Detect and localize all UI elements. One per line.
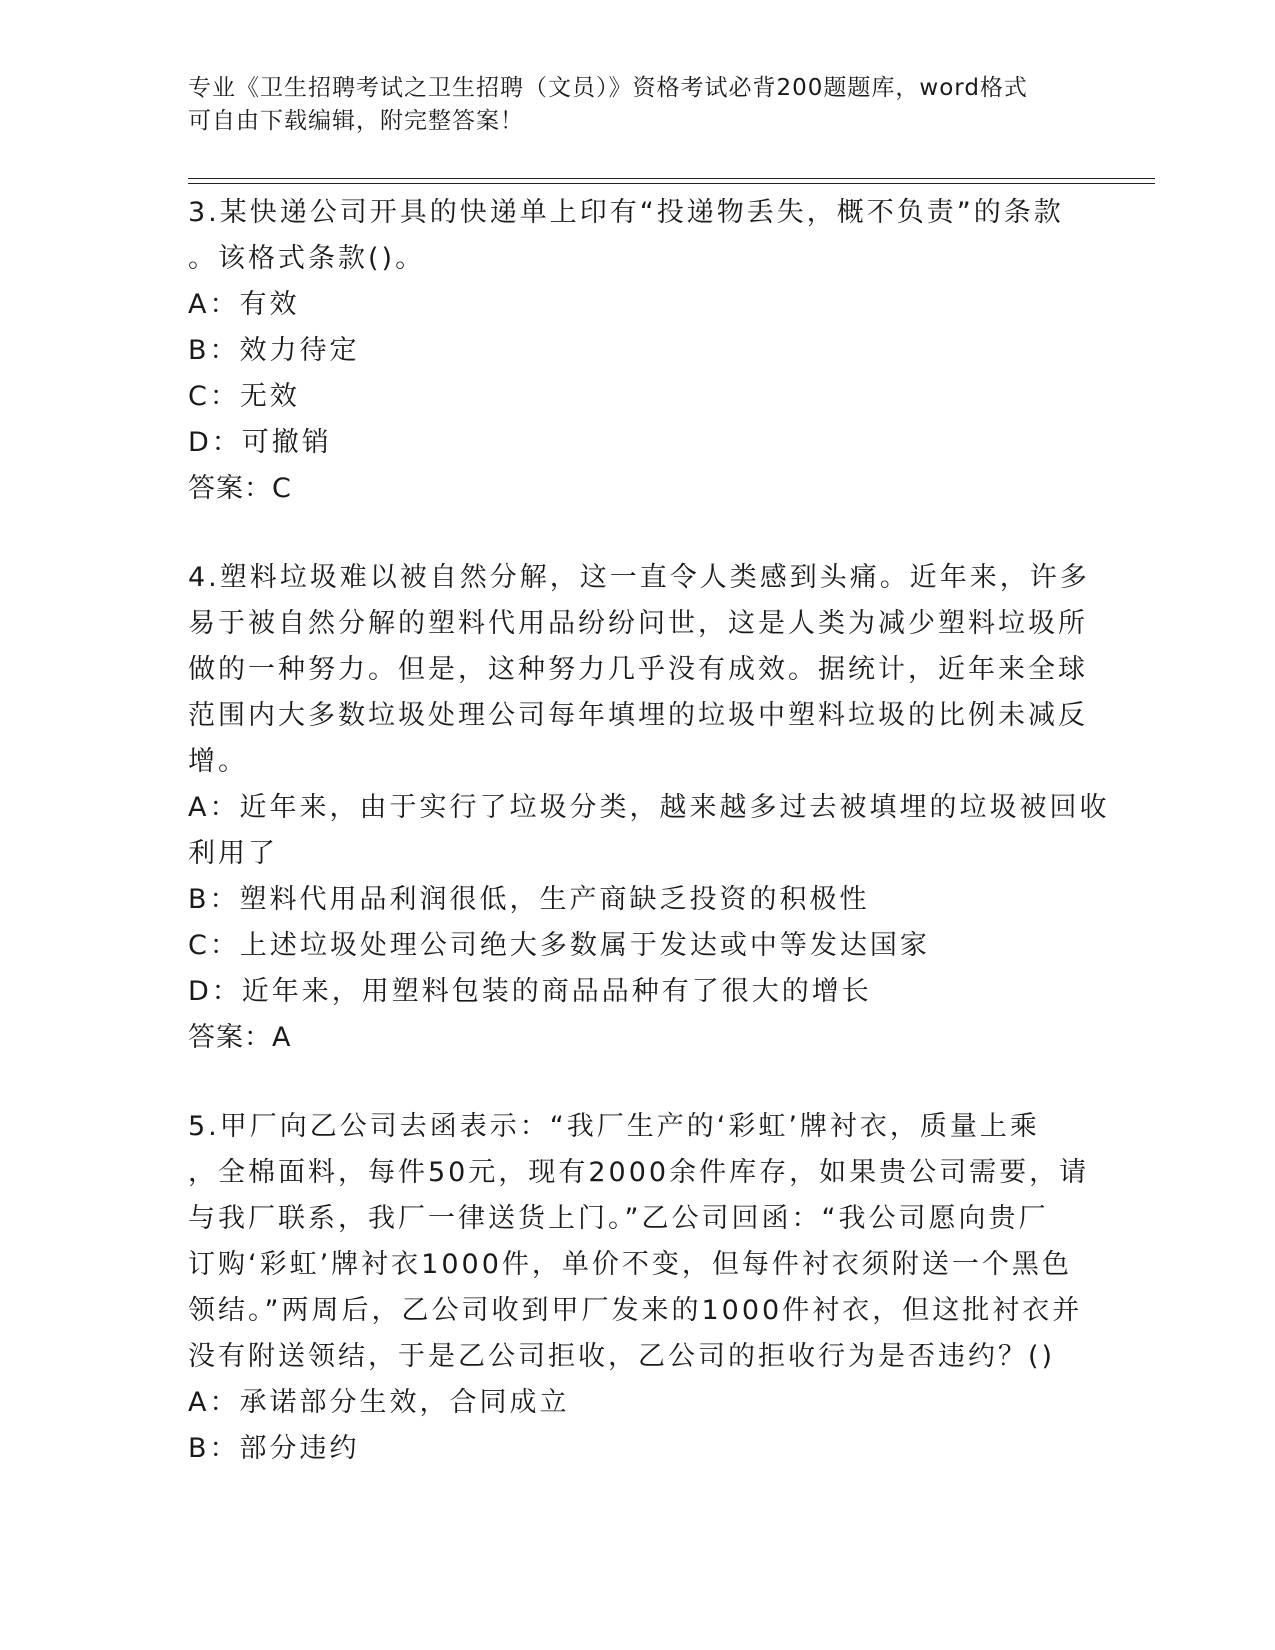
question-text-line: ，全棉面料，每件50元，现有2000余件库存，如果贵公司需要，请 xyxy=(188,1157,1090,1188)
header-divider-top xyxy=(188,178,1155,179)
option-b: B：效力待定 xyxy=(188,335,360,366)
header-title-line-1: 专业《卫生招聘考试之卫生招聘（文员）》资格考试必背200题题库，word格式 xyxy=(188,75,1028,101)
option-b: B：部分违约 xyxy=(188,1433,360,1464)
question-text-line: 易于被自然分解的塑料代用品纷纷问世，这是人类为减少塑料垃圾所 xyxy=(188,608,1088,639)
option-a-continued: 利用了 xyxy=(188,838,278,869)
question-text-line: 领结。”两周后，乙公司收到甲厂发来的1000件衬衣，但这批衬衣并 xyxy=(188,1295,1083,1326)
question-5 xyxy=(188,1104,1088,1472)
option-a: A：承诺部分生效，合同成立 xyxy=(188,1387,570,1418)
question-text-line: 3.某快递公司开具的快递单上印有“投递物丢失，概不负责”的条款 xyxy=(188,197,1064,228)
question-text-line: 5.甲厂向乙公司去函表示：“我厂生产的‘彩虹’牌衬衣，质量上乘 xyxy=(188,1111,1040,1142)
question-text-line: 没有附送领结，于是乙公司拒收，乙公司的拒收行为是否违约？() xyxy=(188,1341,1056,1372)
answer: 答案：A xyxy=(188,1022,292,1053)
question-text-line: 范围内大多数垃圾处理公司每年填埋的垃圾中塑料垃圾的比例未减反 xyxy=(188,700,1088,731)
question-3 xyxy=(188,190,1088,512)
question-text-line: 做的一种努力。但是，这种努力几乎没有成效。据统计，近年来全球 xyxy=(188,654,1088,685)
option-c: C：无效 xyxy=(188,381,300,412)
document-header xyxy=(188,72,1068,138)
question-text-line: 4.塑料垃圾难以被自然分解，这一直令人类感到头痛。近年来，许多 xyxy=(188,562,1090,593)
option-d: D：近年来，用塑料包装的商品品种有了很大的增长 xyxy=(188,976,872,1007)
question-4 xyxy=(188,555,1110,1061)
option-d: D：可撤销 xyxy=(188,427,332,458)
option-a: A：近年来，由于实行了垃圾分类，越来越多过去被填埋的垃圾被回收 xyxy=(188,792,1110,823)
header-title-line-2: 可自由下载编辑，附完整答案！ xyxy=(188,108,524,134)
option-b: B：塑料代用品利润很低，生产商缺乏投资的积极性 xyxy=(188,884,870,915)
question-text-line: 增。 xyxy=(188,746,248,777)
option-a: A：有效 xyxy=(188,289,300,320)
question-text-line: 订购‘彩虹’牌衬衣1000件，单价不变，但每件衬衣须附送一个黑色 xyxy=(188,1249,1072,1280)
answer: 答案：C xyxy=(188,473,292,504)
question-text-line: 与我厂联系，我厂一律送货上门。”乙公司回函：“我公司愿向贵厂 xyxy=(188,1203,1049,1234)
option-c: C：上述垃圾处理公司绝大多数属于发达或中等发达国家 xyxy=(188,930,930,961)
header-divider-bottom xyxy=(188,183,1155,184)
question-text-line: 。该格式条款()。 xyxy=(188,243,426,274)
question-list xyxy=(188,190,1110,1515)
